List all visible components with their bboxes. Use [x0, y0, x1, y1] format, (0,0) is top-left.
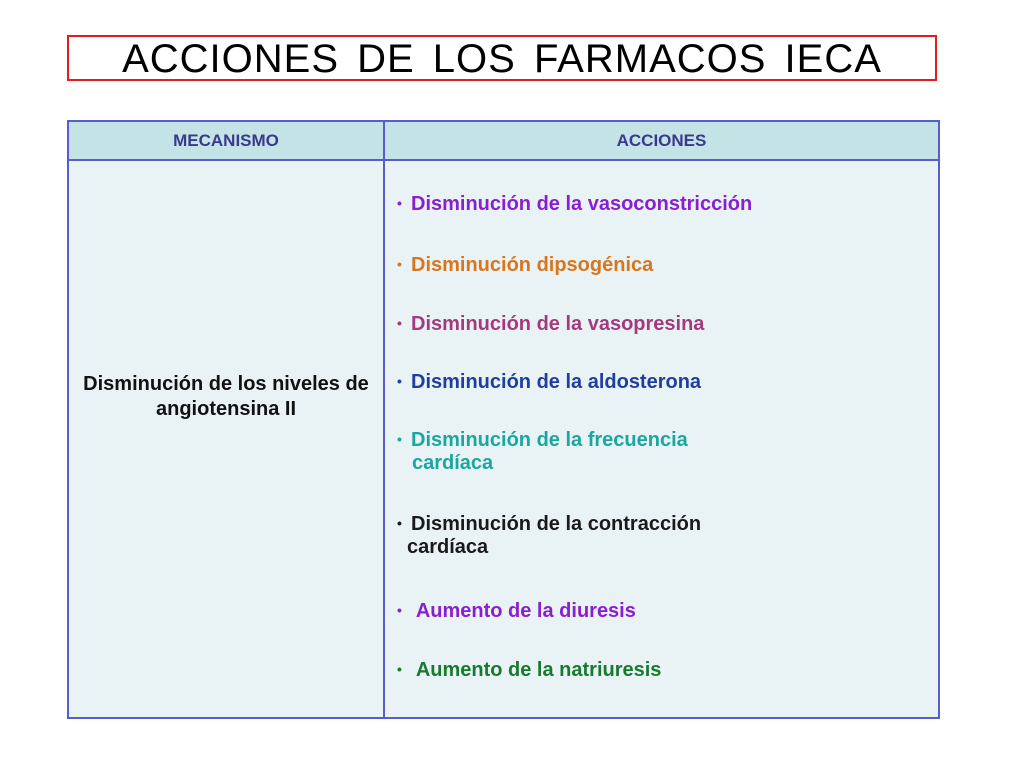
bullet-icon: •	[397, 195, 402, 211]
column-divider	[383, 122, 385, 717]
header-actions: ACCIONES	[616, 130, 707, 150]
action-item	[397, 370, 701, 394]
header-mechanism: MECANISMO	[173, 130, 279, 150]
action-text: Disminución de la aldosterona	[411, 371, 702, 393]
action-item	[397, 658, 661, 682]
action-text-continued: cardíaca	[407, 536, 489, 558]
action-item	[397, 192, 752, 216]
action-item	[397, 253, 653, 277]
bullet-icon: •	[397, 431, 402, 447]
bullet-icon: •	[397, 315, 402, 331]
actions-table	[67, 120, 940, 719]
action-item	[397, 312, 704, 336]
bullet-icon: •	[397, 373, 402, 389]
slide-title: ACCIONES DE LOS FARMACOS IECA	[67, 35, 937, 81]
action-text: Aumento de la natriuresis	[411, 659, 662, 681]
action-text: Disminución dipsogénica	[411, 254, 654, 276]
bullet-icon: •	[397, 602, 402, 618]
action-item	[397, 512, 701, 559]
bullet-icon: •	[397, 515, 402, 531]
action-item	[397, 599, 636, 623]
action-text: Disminución de la frecuencia	[411, 429, 688, 451]
action-text-continued: cardíaca	[412, 452, 494, 474]
bullet-icon: •	[397, 661, 402, 677]
action-text: Disminución de la vasoconstricción	[411, 193, 753, 215]
action-text: Aumento de la diuresis	[411, 600, 636, 622]
action-text: Disminución de la contracción	[411, 513, 702, 535]
action-item	[397, 428, 688, 475]
actions-cell	[397, 122, 937, 717]
mechanism-cell: Disminución de los niveles de angiotensina II	[83, 373, 369, 420]
action-text: Disminución de la vasopresina	[411, 313, 705, 335]
bullet-icon: •	[397, 256, 402, 272]
